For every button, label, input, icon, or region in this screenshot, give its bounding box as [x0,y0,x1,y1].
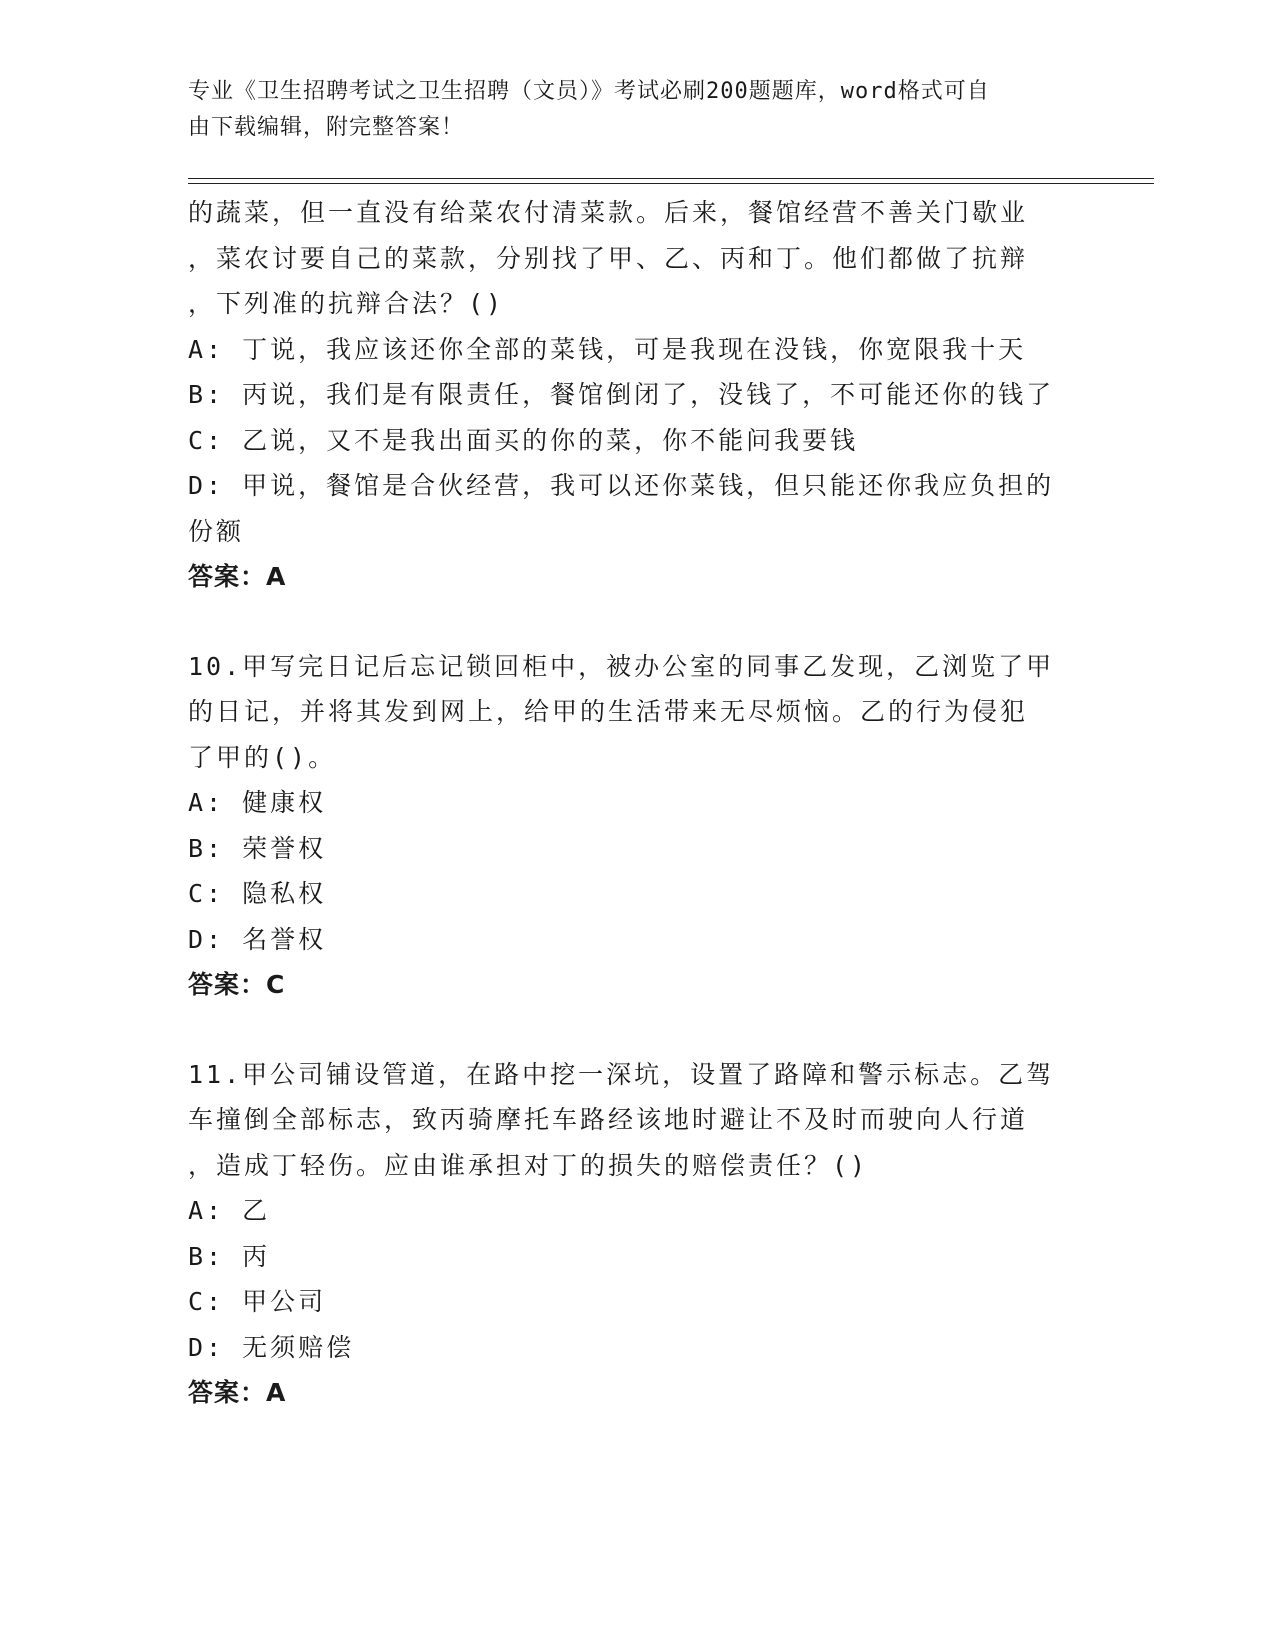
answer-line: 答案：C [188,970,286,999]
option-c: C: 乙说，又不是我出面买的你的菜，你不能问我要钱 [188,425,859,455]
option-a: A: 健康权 [188,788,327,817]
option-b: B: 丙说，我们是有限责任，餐馆倒闭了，没钱了，不可能还你的钱了 [188,380,1055,409]
question-stem-line: 的日记，并将其发到网上，给甲的生活带来无尽烦恼。乙的行为侵犯 [188,697,1029,726]
question-stem-line: 11.甲公司铺设管道，在路中挖一深坑，设置了路障和警示标志。乙驾 [188,1059,1055,1089]
answer-line: 答案：A [188,562,287,591]
option-a: A: 丁说，我应该还你全部的菜钱，可是我现在没钱，你宽限我十天 [188,334,1027,364]
question-11 [188,1052,1088,1416]
question-10 [188,644,1088,1008]
document-body [188,190,1088,1416]
option-b: B: 荣誉权 [188,833,327,863]
option-c: C: 甲公司 [188,1287,327,1316]
option-d: D: 无须赔偿 [188,1332,355,1362]
header-divider-bottom [188,183,1154,184]
question-stem-line: 车撞倒全部标志，致丙骑摩托车路经该地时避让不及时而驶向人行道 [188,1105,1029,1134]
header-line-1: 专业《卫生招聘考试之卫生招聘（文员）》考试必刷200题题库，word格式可自 [188,79,990,104]
option-d: D: 名誉权 [188,924,327,954]
question-stem-line: 了甲的()。 [188,742,337,772]
document-header [188,74,1068,146]
answer-line: 答案：A [188,1378,287,1407]
question-stem-line: ，造成丁轻伤。应由谁承担对丁的损失的赔偿责任？() [188,1150,869,1180]
question-stem-line: ，菜农讨要自己的菜款，分别找了甲、乙、丙和丁。他们都做了抗辩 [188,243,1029,273]
question-9 [188,190,1088,600]
header-divider-top [188,178,1154,179]
question-stem-line: 10.甲写完日记后忘记锁回柜中，被办公室的同事乙发现，乙浏览了甲 [188,651,1055,681]
option-d: D: 甲说，餐馆是合伙经营，我可以还你菜钱，但只能还你我应负担的 [188,471,1055,500]
option-b: B: 丙 [188,1241,271,1271]
header-line-2: 由下载编辑，附完整答案！ [188,115,465,140]
option-d-continued: 份额 [188,516,245,546]
question-stem-line: ，下列准的抗辩合法？() [188,289,505,318]
option-c: C: 隐私权 [188,879,327,908]
option-a: A: 乙 [188,1196,271,1225]
question-stem-line: 的蔬菜，但一直没有给菜农付清菜款。后来，餐馆经营不善关门歇业 [188,198,1029,227]
